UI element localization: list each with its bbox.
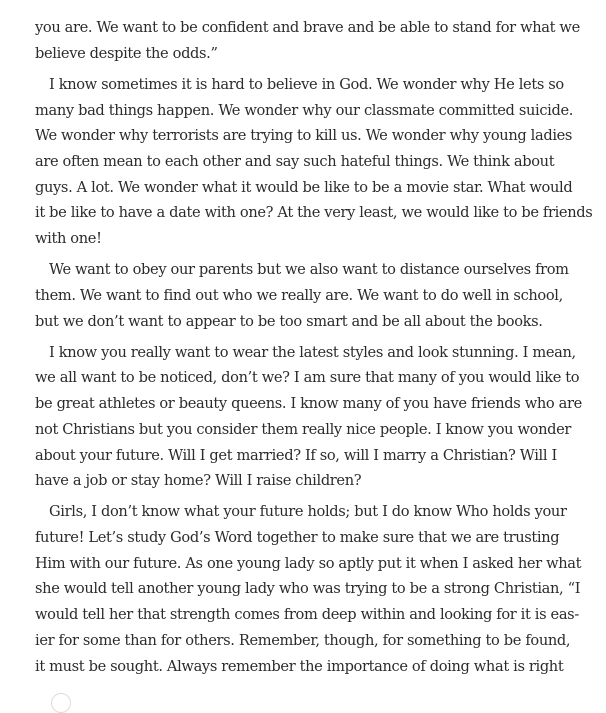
paragraph-2 [35, 72, 593, 252]
paragraph-1 [35, 15, 580, 66]
text-line: I know sometimes it is hard to believe in God. We wonder why He lets so [49, 75, 564, 93]
text-line: future! Let’s study God’s Word together to make sure that we are trusting [35, 529, 560, 547]
text-line: but we don’t want to appear to be too smart and be all about the books. [35, 312, 543, 330]
text-line: ier for some than for others. Remember, though, for something to be found, [35, 631, 571, 649]
text-line: are often mean to each other and say such hateful things. We think about [35, 152, 555, 170]
text-line: believe despite the odds.” [35, 44, 218, 62]
text-line: I know you really want to wear the latest styles and look stunning. I mean, [49, 343, 576, 361]
text-line: We want to obey our parents but we also want to distance ourselves from [49, 261, 569, 279]
text-line: Girls, I don’t know what your future holds; but I do know Who holds your [49, 503, 567, 521]
text-line: it be like to have a date with one? At the very least, we would like to be friends [35, 204, 593, 222]
paragraph-5 [35, 499, 580, 679]
text-line: them. We want to find out who we really are. We want to do well in school, [35, 286, 563, 304]
text-line: We wonder why terrorists are trying to kill us. We wonder why young ladies [35, 127, 573, 145]
text-line: we all want to be noticed, don’t we? I am sure that many of you would like to [35, 369, 580, 387]
text-line: you are. We want to be confident and brave and be able to stand for what we [35, 19, 580, 36]
text-line: with one! [35, 230, 102, 247]
text-line: have a job or stay home? Will I raise children? [35, 472, 362, 490]
document-page [35, 15, 593, 685]
text-line: would tell her that strength comes from deep within and looking for it is eas- [35, 606, 579, 624]
paragraph-3 [35, 257, 580, 334]
text-line: guys. A lot. We wonder what it would be like to be a movie star. What would [35, 178, 573, 196]
text-line: not Christians but you consider them really nice people. I know you wonder [35, 420, 572, 438]
text-line: be great athletes or beauty queens. I know many of you have friends who are [35, 395, 582, 413]
text-line: it must be sought. Always remember the importance of doing what is right [35, 657, 564, 675]
text-line: Him with our future. As one young lady so aptly put it when I asked her what [35, 554, 582, 572]
text-line: she would tell another young lady who was trying to be a strong Christian, “I [35, 580, 581, 598]
text-line: many bad things happen. We wonder why our classmate committed suicide. [35, 101, 574, 119]
paragraph-4 [35, 340, 580, 494]
page-navigation-circle-icon[interactable] [51, 693, 71, 713]
text-line: about your future. Will I get married? If so, will I marry a Christian? Will I [35, 446, 557, 464]
